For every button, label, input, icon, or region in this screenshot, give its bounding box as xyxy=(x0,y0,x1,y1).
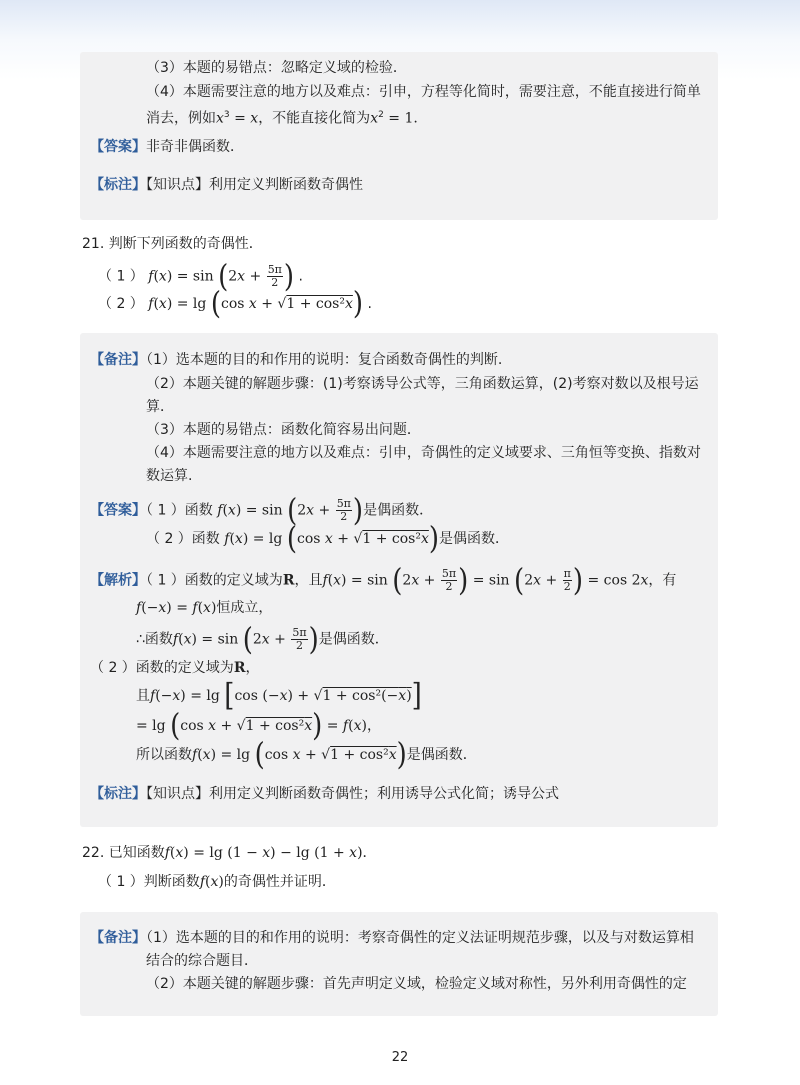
solution-label: 【解析】 xyxy=(90,572,146,589)
q21-solution-5: 且f(−x) = lg [cos (−x) + √1 + cos²(−x)] xyxy=(136,678,422,714)
q21-solution-4: （ 2 ）函数的定义域为R， xyxy=(90,660,260,676)
note-label: 【备注】 xyxy=(90,930,146,946)
q21-note-2: （2）本题关键的解题步骤：(1)考察诱导公式等，三角函数运算，(2)考察对数以及根号运 xyxy=(146,376,699,392)
q21-solution-2: f(−x) = f(x)恒成立， xyxy=(136,600,273,616)
q21-part2: （ 2 ） f(x) = lg (cos x + √1 + cos²x) . xyxy=(98,286,372,322)
q22-note-2: （2）本题关键的解题步骤：首先声明定义域，检验定义域对称性，另外利用奇偶性的定 xyxy=(146,976,687,992)
note-4-line: （4）本题需要注意的地方以及难点：引申，方程等化简时，需要注意，不能直接进行简单 xyxy=(146,84,701,100)
q21-note-4: （4）本题需要注意的地方以及难点：引申，奇偶性的定义域要求、三角恒等变换、指数对 xyxy=(146,445,701,461)
tag-line: 【标注】【知识点】利用定义判断函数奇偶性 xyxy=(90,177,363,193)
answer-line: 【答案】非奇非偶函数． xyxy=(90,139,244,155)
q22-stem: 22. 已知函数f(x) = lg (1 − x) − lg (1 + x)． xyxy=(82,845,377,861)
q21-stem: 21. 判断下列函数的奇偶性． xyxy=(82,236,263,252)
q22-part1: （ 1 ）判断函数f(x)的奇偶性并证明． xyxy=(98,874,336,890)
q21-note-2-cont: 算． xyxy=(146,399,174,415)
q21-note-4-cont: 数运算. xyxy=(146,468,193,484)
note-3-line: （3）本题的易错点：忽略定义域的检验． xyxy=(146,60,407,76)
note-label: 【备注】 xyxy=(90,352,146,368)
q21-part1: （ 1 ） f(x) = sin (2x + $\frac{5\pi}{2}$ ) . xyxy=(98,258,303,295)
q22-note-1: 【备注】（1）选本题的目的和作用的说明：考察奇偶性的定义法证明规范步骤，以及与对数运算相 xyxy=(90,930,694,946)
tag-label: 【标注】 xyxy=(90,177,146,193)
answer-label: 【答案】 xyxy=(90,139,146,155)
q21-note-3: （3）本题的易错点：函数化简容易出问题． xyxy=(146,422,421,438)
q21-answer-1: 【答案】（ 1 ）函数 f(x) = sin (2x + $\frac{5\pi}{2}$ )是偶函数． xyxy=(90,492,434,529)
q21-tag-line: 【标注】【知识点】利用定义判断函数奇偶性；利用诱导公式化简；诱导公式 xyxy=(90,786,559,802)
q21-solution-1: 【解析】（ 1 ）函数的定义域为R，且f(x) = sin (2x + $\frac{5\pi}{2}$ ) = sin (2x + $\frac{\pi}{2}$ ) = cos 2x，有 xyxy=(90,562,677,599)
q21-solution-7: 所以函数f(x) = lg (cos x + √1 + cos²x)是偶函数． xyxy=(136,737,477,773)
note-4-line-cont: 消去，例如$x^3 = x$，不能直接化简为$x^2 = 1$. xyxy=(146,110,418,127)
page-number: 22 xyxy=(391,1050,409,1065)
q21-answer-2: （ 2 ）函数 f(x) = lg (cos x + √1 + cos²x)是偶函数． xyxy=(146,521,510,557)
tag-label: 【标注】 xyxy=(90,786,146,802)
q21-note-1: 【备注】（1）选本题的目的和作用的说明：复合函数奇偶性的判断. xyxy=(90,352,503,368)
q22-note-1-cont: 结合的综合题目． xyxy=(146,953,258,969)
answer-label: 【答案】 xyxy=(90,502,146,519)
q21-solution-3: ∴函数f(x) = sin (2x + $\frac{5\pi}{2}$ )是偶函数． xyxy=(136,621,389,658)
q21-solution-6: = lg (cos x + √1 + cos²x) = f(x)， xyxy=(136,708,381,744)
